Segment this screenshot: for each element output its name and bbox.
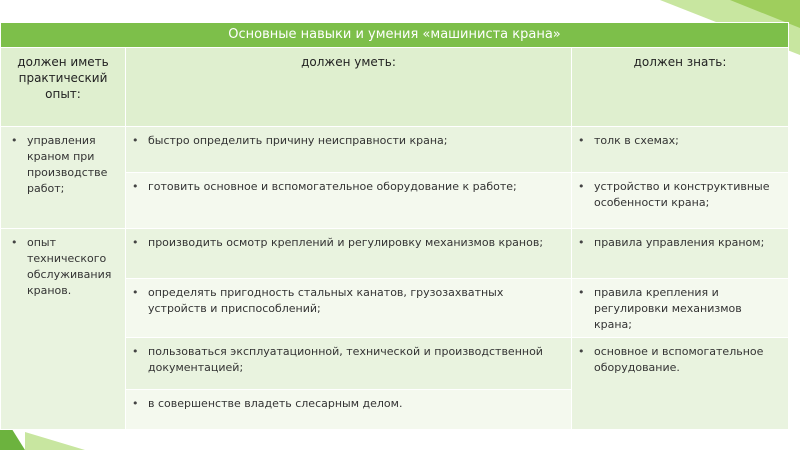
knowledge-text: толк в схемах; [594, 134, 679, 147]
list-item [132, 344, 565, 376]
bullet-icon: • [132, 134, 139, 147]
skill-cell [126, 229, 572, 279]
experience-text: опыт технического обслуживания кранов. [27, 236, 112, 297]
bullet-icon: • [132, 345, 139, 358]
bullet-icon: • [132, 180, 139, 193]
skill-cell [126, 279, 572, 338]
knowledge-text: основное и вспомогательное оборудование. [594, 345, 764, 374]
knowledge-cell [572, 173, 789, 229]
skill-text: пользоваться эксплуатационной, технической и производственной документацией; [148, 345, 543, 374]
table-title: Основные навыки и умения «машиниста крана» [1, 23, 789, 48]
bullet-icon: • [132, 286, 139, 299]
skill-text: определять пригодность стальных канатов, грузозахватных устройств и приспособлений; [148, 286, 504, 315]
skill-cell [126, 173, 572, 229]
list-item [578, 235, 782, 251]
list-item [132, 396, 565, 412]
corner-decoration-bottom-light [25, 432, 85, 450]
skill-cell [126, 127, 572, 173]
table-row [1, 229, 789, 279]
knowledge-cell [572, 127, 789, 173]
skill-cell [126, 338, 572, 390]
bullet-icon: • [11, 134, 18, 147]
experience-cell [1, 229, 126, 430]
list-item [132, 235, 565, 251]
list-item [578, 133, 782, 149]
experience-text: управления краном при производстве работ; [27, 134, 108, 195]
list-item [132, 285, 565, 317]
header-knowledge: должен знать: [572, 48, 789, 127]
knowledge-text: правила управления краном; [594, 236, 765, 249]
skills-table [0, 22, 789, 430]
skill-text: производить осмотр креплений и регулировку механизмов кранов; [148, 236, 544, 249]
list-item [578, 344, 782, 376]
knowledge-text: правила крепления и регулировки механизмов крана; [594, 286, 742, 331]
table-row [1, 127, 789, 173]
list-item [578, 285, 782, 333]
skill-cell [126, 390, 572, 430]
experience-cell [1, 127, 126, 229]
bullet-icon: • [132, 397, 139, 410]
skill-text: в совершенстве владеть слесарным делом. [148, 397, 403, 410]
bullet-icon: • [11, 236, 18, 249]
list-item [132, 133, 565, 149]
bullet-icon: • [578, 286, 585, 299]
header-row [1, 48, 789, 127]
knowledge-cell [572, 279, 789, 338]
header-experience: должен иметь практический опыт: [1, 48, 126, 127]
knowledge-text: устройство и конструктивные особенности крана; [594, 180, 770, 209]
bullet-icon: • [578, 345, 585, 358]
knowledge-cell [572, 338, 789, 430]
bullet-icon: • [132, 236, 139, 249]
list-item [578, 179, 782, 211]
title-row [1, 23, 789, 48]
bullet-icon: • [578, 134, 585, 147]
skill-text: быстро определить причину неисправности крана; [148, 134, 448, 147]
knowledge-cell [572, 229, 789, 279]
skill-text: готовить основное и вспомогательное оборудование к работе; [148, 180, 517, 193]
bullet-icon: • [578, 236, 585, 249]
header-skills: должен уметь: [126, 48, 572, 127]
bullet-icon: • [578, 180, 585, 193]
list-item [11, 235, 119, 299]
list-item [132, 179, 565, 195]
list-item [11, 133, 119, 197]
